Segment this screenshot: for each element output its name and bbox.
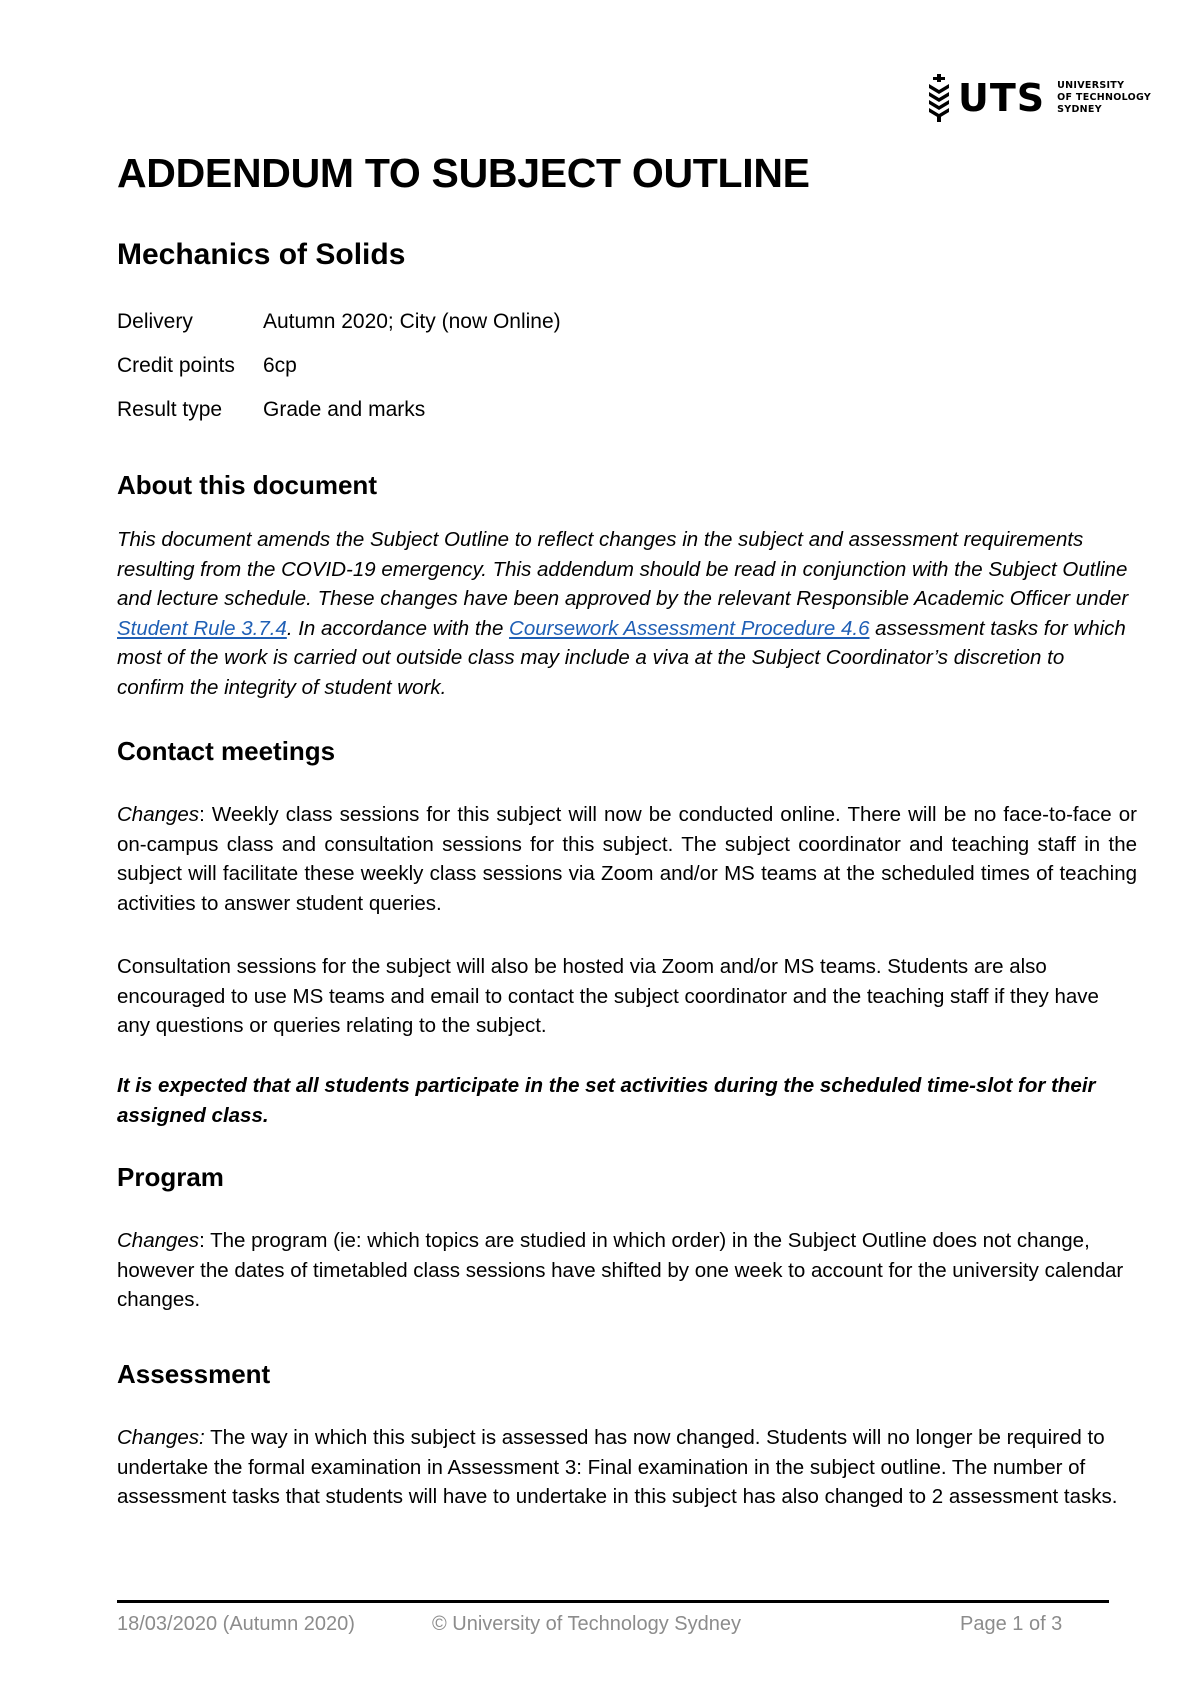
meta-label: Delivery bbox=[117, 310, 193, 333]
subject-meta-table bbox=[117, 300, 561, 432]
meta-label: Result type bbox=[117, 398, 223, 421]
footer-divider bbox=[117, 1600, 1109, 1603]
uts-logo bbox=[926, 74, 1151, 122]
logo-line-3: SYDNEY bbox=[1057, 104, 1102, 115]
section-heading-contact: Contact meetings bbox=[117, 736, 336, 766]
uts-logo-text: UTS bbox=[958, 76, 1046, 120]
changes-label: Changes: bbox=[117, 1426, 205, 1449]
student-rule-link[interactable]: Student Rule 3.7.4 bbox=[117, 616, 287, 640]
program-paragraph bbox=[117, 1226, 1137, 1315]
contact-paragraph-1 bbox=[117, 800, 1137, 918]
about-text: assessment tasks for which most of the work is carried out outside class may include a viva at the Subject Coordinator’s discretion to confirm the integrity of student work. bbox=[117, 616, 1126, 699]
meta-row-delivery bbox=[117, 300, 561, 344]
coursework-assessment-link[interactable]: Coursework Assessment Procedure 4.6 bbox=[509, 616, 870, 640]
uts-logo-subtitle bbox=[1057, 80, 1151, 116]
contact-paragraph-3: It is expected that all students participate in the set activities during the scheduled time-slot for their assigned class. bbox=[117, 1074, 1096, 1127]
about-text: . In accordance with the bbox=[286, 616, 510, 640]
meta-row-credit-points bbox=[117, 344, 561, 388]
changes-label: Changes bbox=[117, 1229, 200, 1252]
footer-copyright: © University of Technology Sydney bbox=[432, 1613, 741, 1635]
footer-date: 18/03/2020 (Autumn 2020) bbox=[117, 1613, 355, 1635]
subject-name: Mechanics of Solids bbox=[117, 238, 406, 271]
meta-label: Credit points bbox=[117, 354, 235, 377]
about-text: This document amends the Subject Outline to reflect changes in the subject and assessment requirements resulting from the COVID-19 emergency. This addendum should be read in conjunction with the Subject Outline and lecture schedule. These changes have been approved by the relevant Responsible Academic Officer under bbox=[117, 528, 1129, 610]
section-heading-about: About this document bbox=[117, 470, 377, 500]
footer-page-number: Page 1 of 3 bbox=[960, 1613, 1063, 1635]
section-heading-program: Program bbox=[117, 1162, 224, 1192]
document-title: ADDENDUM TO SUBJECT OUTLINE bbox=[117, 150, 810, 196]
about-paragraph bbox=[117, 525, 1137, 702]
program-text: : The program (ie: which topics are studied in which order) in the Subject Outline does not change, however the dates of timetabled class sessions have shifted by one week to account for the university calendar changes. bbox=[117, 1229, 1124, 1311]
meta-value: 6cp bbox=[263, 354, 297, 377]
meta-row-result-type bbox=[117, 388, 561, 432]
uts-crest-icon bbox=[926, 74, 952, 122]
section-heading-assessment: Assessment bbox=[117, 1359, 271, 1389]
logo-line-2: OF TECHNOLOGY bbox=[1057, 92, 1152, 103]
contact-paragraph-2: Consultation sessions for the subject will also be hosted via Zoom and/or MS teams. Students are also encouraged to use MS teams and email to contact the subject coordinator and the teaching staff if they have any questions or queries relating to the subject. bbox=[117, 955, 1099, 1037]
meta-value: Autumn 2020; City (now Online) bbox=[263, 310, 561, 333]
logo-line-1: UNIVERSITY bbox=[1057, 80, 1125, 91]
meta-value: Grade and marks bbox=[263, 398, 426, 421]
assessment-paragraph bbox=[117, 1423, 1137, 1512]
contact-text: : Weekly class sessions for this subject will now be conducted online. There will be no face-to-face or on-campus class and consultation sessions for this subject. The subject coordinator and teaching staff in the subject will facilitate these weekly class sessions via Zoom and/or MS teams at the scheduled times of teaching activities to answer student queries. bbox=[117, 803, 1137, 915]
changes-label: Changes bbox=[117, 803, 200, 826]
assessment-text: The way in which this subject is assessed has now changed. Students will no longer be required to undertake the formal examination in Assessment 3: Final examination in the subject outline. The number of assessment tasks that students will have to undertake in this subject has also changed to 2 assessment tasks. bbox=[117, 1426, 1118, 1508]
